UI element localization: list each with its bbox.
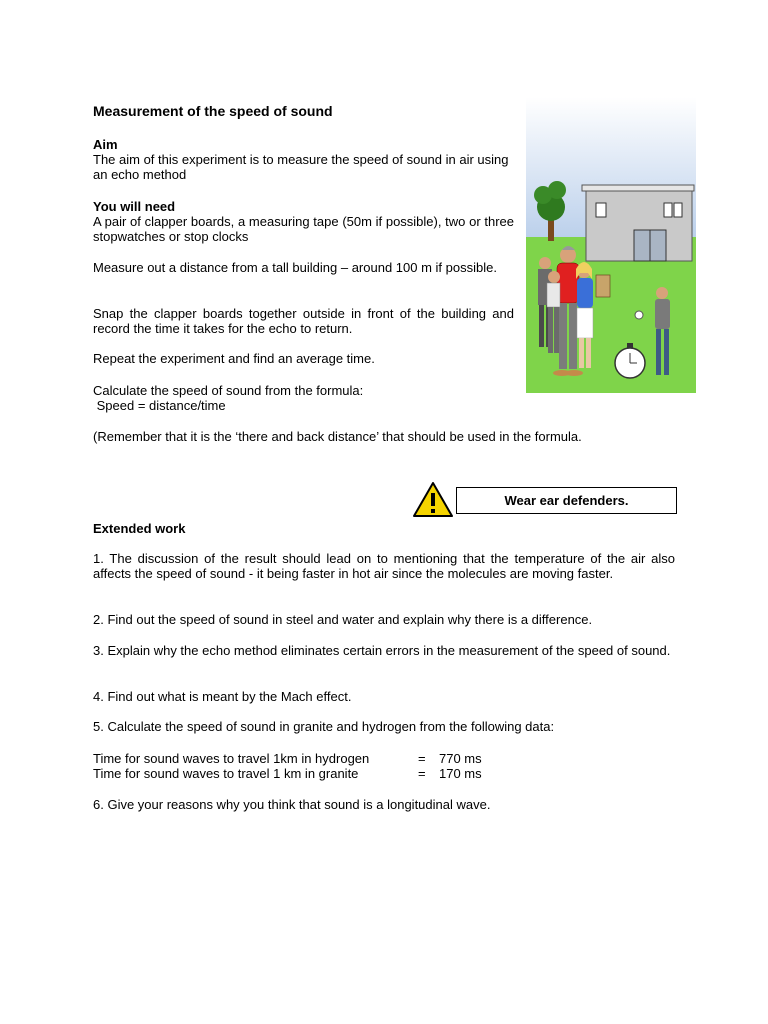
data-row-equals: =: [418, 766, 426, 781]
data-row-label: Time for sound waves to travel 1 km in granite: [93, 766, 359, 781]
extended-item-1: 1. The discussion of the result should lead on to mentioning that the temperature of the air also affects the speed of sound - it being faster in hot air since the molecules are moving faster.: [93, 551, 675, 581]
extended-item-2: 2. Find out the speed of sound in steel and water and explain why there is a difference.: [93, 612, 593, 627]
data-row-equals: =: [418, 751, 426, 766]
extended-item-3: 3. Explain why the echo method eliminates certain errors in the measurement of the speed of sound.: [93, 643, 671, 658]
step-measure: Measure out a distance from a tall building – around 100 m if possible.: [93, 260, 497, 275]
formula-intro: Calculate the speed of sound from the formula:: [93, 383, 364, 398]
extended-item-6: 6. Give your reasons why you think that sound is a longitudinal wave.: [93, 797, 491, 812]
formula-text: Speed = distance/time: [93, 398, 226, 413]
need-text: A pair of clapper boards, a measuring tape (50m if possible), two or three stopwatches or stop clocks: [93, 214, 514, 244]
warning-box: Wear ear defenders.: [456, 487, 677, 514]
echo-experiment-illustration: [526, 97, 696, 393]
data-row-label: Time for sound waves to travel 1km in hydrogen: [93, 751, 370, 766]
page-title: Measurement of the speed of sound: [93, 103, 333, 119]
data-row-value: 770 ms: [439, 751, 482, 766]
remember-note: (Remember that it is the ‘there and back distance’ that should be used in the formula.: [93, 429, 582, 444]
need-heading: You will need: [93, 199, 176, 214]
warning-icon: [412, 481, 454, 518]
extended-heading: Extended work: [93, 521, 186, 536]
aim-text: The aim of this experiment is to measure the speed of sound in air using an echo method: [93, 152, 509, 182]
step-repeat: Repeat the experiment and find an average time.: [93, 351, 375, 366]
data-row-value: 170 ms: [439, 766, 482, 781]
step-snap: Snap the clapper boards together outside in front of the building and record the time it takes for the echo to return.: [93, 306, 514, 336]
aim-heading: Aim: [93, 137, 118, 152]
extended-item-4: 4. Find out what is meant by the Mach effect.: [93, 689, 352, 704]
extended-item-5: 5. Calculate the speed of sound in granite and hydrogen from the following data:: [93, 719, 555, 734]
